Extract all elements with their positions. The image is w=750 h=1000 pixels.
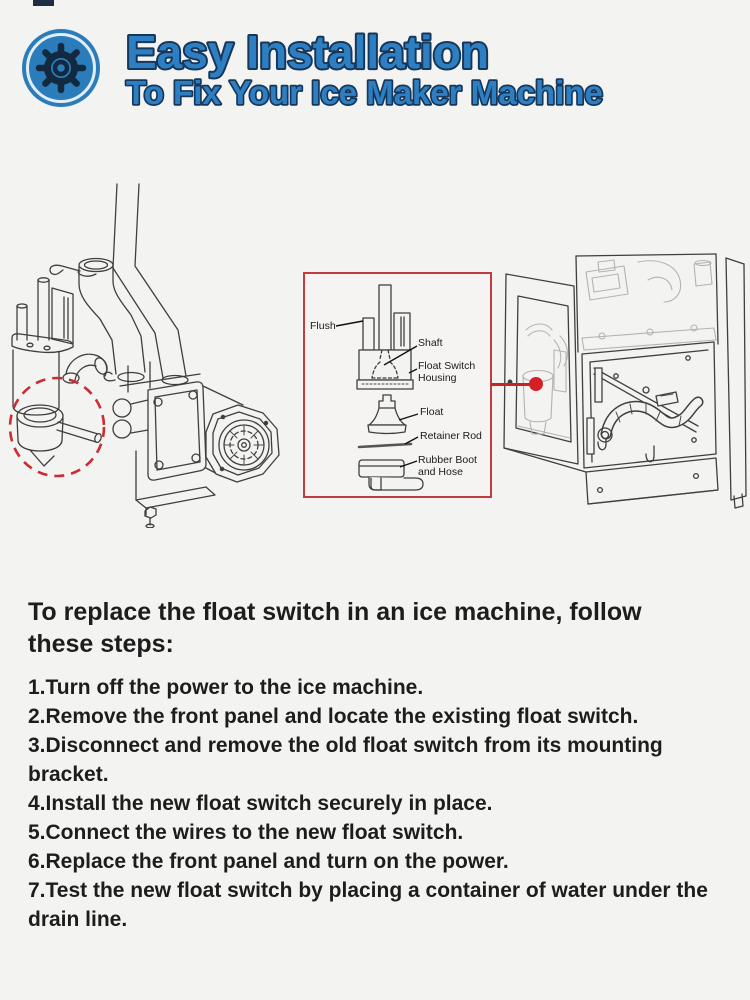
top-edge-mark (33, 0, 54, 6)
label-shaft: Shaft (418, 337, 443, 349)
drain-hose (598, 392, 698, 442)
callout-target-dot (529, 377, 543, 391)
header-titles (120, 20, 745, 130)
label-flush: Flush (310, 320, 336, 332)
instruction-step-6: 6.Replace the front panel and turn on the power. (28, 850, 509, 873)
gear-icon (20, 27, 102, 109)
pump-assembly-illustration (0, 168, 300, 528)
instruction-step-2: 2.Remove the front panel and locate the existing float switch. (28, 705, 639, 728)
instruction-step-5: 5.Connect the wires to the new float switch. (28, 821, 464, 844)
drain-pipes (50, 184, 188, 385)
instruction-step-3: 3.Disconnect and remove the old float switch from its mounting bracket. (28, 734, 663, 786)
instructions-heading: To replace the float switch in an ice machine, follow these steps: (28, 598, 642, 658)
instruction-step-1: 1.Turn off the power to the ice machine. (28, 676, 424, 699)
kick-panel (504, 448, 718, 504)
highlight-dashed-circle (10, 378, 104, 476)
instruction-step-7: 7.Test the new float switch by placing a container of water under the drain line. (28, 879, 708, 931)
label-float-switch-housing: Float Switch Housing (418, 360, 476, 385)
label-retainer-rod: Retainer Rod (420, 430, 482, 442)
interior-pump (518, 324, 570, 438)
instructions-section (28, 596, 728, 934)
compressor-compartment (582, 260, 716, 350)
pump-head (113, 362, 206, 480)
instruction-step-4: 4.Install the new float switch securely in place. (28, 792, 493, 815)
cabinet-side-panel (726, 258, 746, 508)
float-switch-callout-box (303, 272, 492, 498)
page-title: Easy Installation (126, 26, 490, 78)
label-rubber-boot-and-hose: Rubber Boot and Hose (418, 454, 477, 479)
float-switch-assembly (12, 278, 73, 415)
page-subtitle: To Fix Your Ice Maker Machine (126, 74, 603, 111)
label-float: Float (420, 406, 444, 418)
motor (203, 386, 279, 482)
front-door-frame (504, 274, 578, 464)
